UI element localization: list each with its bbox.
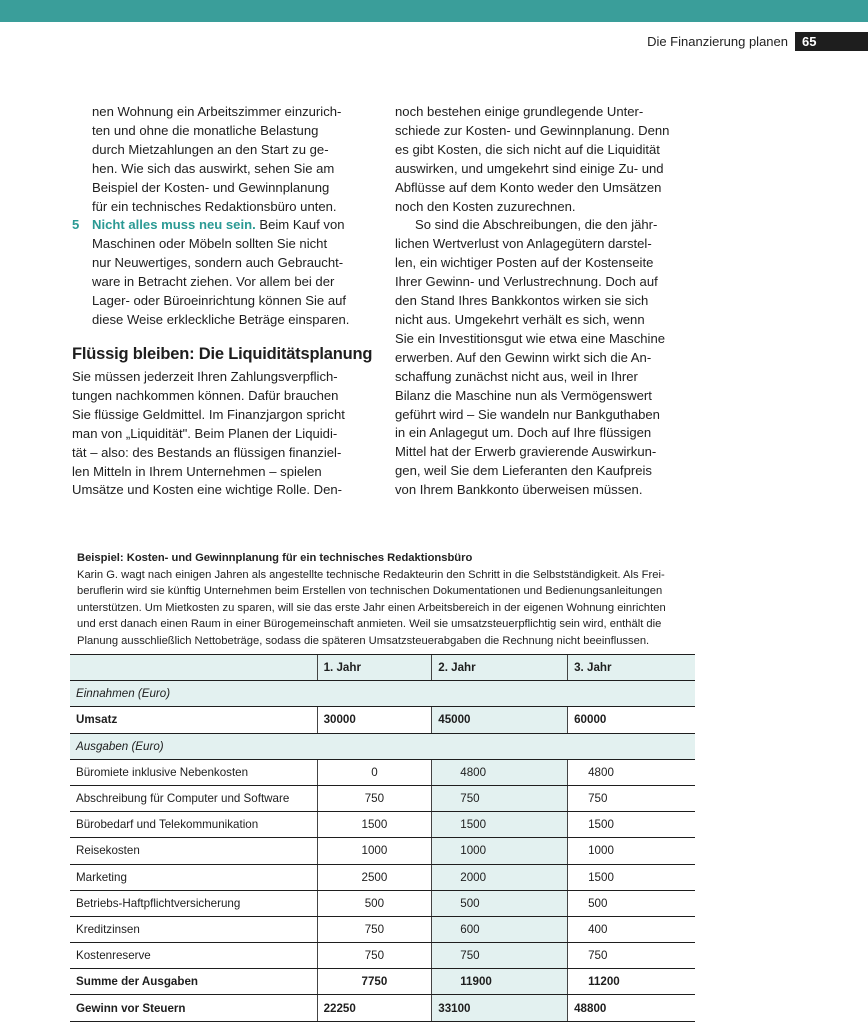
text-line: Ihrer Gewinn- und Verlustrechnung. Doch auf [395, 274, 658, 290]
row-label: Bürobedarf und Telekommunikation [70, 812, 317, 838]
left-column [72, 103, 374, 330]
text-line: tät – also: des Bestands an flüssigen finanziel- [72, 444, 342, 460]
header-cell-year-1: 1. Jahr [317, 655, 432, 681]
text-line: nur Neuwertiges, sondern auch Gebraucht- [92, 255, 344, 271]
text-line: Sie ein Investitionsgut wie etwa eine Maschine [395, 330, 666, 346]
row-label: Kreditzinsen [70, 916, 317, 942]
value-cell: 45000 [432, 707, 568, 733]
text-line: Lager- oder Büroeinrichtung können Sie auf [92, 293, 347, 309]
text-line: man von „Liquidität". Beim Planen der Liquidi- [72, 425, 338, 441]
value-cell: 750 [568, 785, 695, 811]
row-label: Abschreibung für Computer und Software [70, 785, 317, 811]
text-line: schaffung zunächst nicht aus, weil in Ihrer [395, 368, 638, 384]
text-line: von Ihrem Bankkonto überweisen müssen. [395, 482, 643, 498]
row-label: Kostenreserve [70, 943, 317, 969]
header-cell-year-3: 3. Jahr [568, 655, 695, 681]
row-label: Summe der Ausgaben [70, 969, 317, 995]
header-cell [70, 655, 317, 681]
section-label: Ausgaben (Euro) [70, 733, 695, 759]
value-cell: 500 [432, 890, 568, 916]
value-cell: 1000 [568, 838, 695, 864]
example-line: unterstützen. Um Mietkosten zu sparen, will sie das erste Jahr einen Arbeitsbereich in der eigenen Wohnung einrichten [77, 601, 666, 614]
text-line: Maschinen oder Möbeln sollten Sie nicht [92, 236, 328, 252]
value-cell: 1500 [568, 812, 695, 838]
header-cell-year-2: 2. Jahr [432, 655, 568, 681]
list-item-highlight: Nicht alles muss neu sein. [92, 217, 256, 233]
text-line: len, ein wichtiger Posten auf der Kostenseite [395, 255, 654, 271]
text-line: Beispiel der Kosten- und Gewinnplanung [92, 179, 330, 195]
value-cell: 600 [432, 916, 568, 942]
text-line: Umsätze und Kosten eine wichtige Rolle. Den- [72, 482, 343, 498]
table-row [70, 838, 695, 864]
value-cell: 750 [317, 943, 432, 969]
value-cell: 33100 [432, 995, 568, 1021]
table-row [70, 943, 695, 969]
top-accent-bar [0, 0, 868, 22]
row-label: Umsatz [70, 707, 317, 733]
value-cell: 0 [317, 759, 432, 785]
value-cell: 400 [568, 916, 695, 942]
row-label: Betriebs-Haftpflichtversicherung [70, 890, 317, 916]
example-line: beruflerin wird sie künftig Unternehmen beim Erstellen von technischen Dokumentationen und Bedienungsanleitungen [77, 585, 663, 597]
table-header-row [70, 655, 695, 681]
text-line: Bilanz die Maschine nun als Vermögenswert [395, 387, 652, 403]
value-cell: 1500 [317, 812, 432, 838]
text-line: für ein technisches Redaktionsbüro unten. [92, 198, 337, 214]
value-cell: 1500 [568, 864, 695, 890]
text-line: auswirken, und umgekehrt sind einige Zu- und [395, 160, 664, 176]
example-line: Planung ausschließlich Nettobeträge, sodass die späteren Umsatzsteuerabgaben die Rechnung nicht beeinflussen. [77, 634, 650, 647]
value-cell: 4800 [432, 759, 568, 785]
text-line: len Mitteln in Ihrem Unternehmen – spielen [72, 463, 322, 479]
text-line: schiede zur Kosten- und Gewinnplanung. Denn [395, 122, 670, 138]
value-cell: 2000 [432, 864, 568, 890]
table-section-row [70, 733, 695, 759]
value-cell: 60000 [568, 707, 695, 733]
running-header-title: Die Finanzierung planen [647, 34, 788, 49]
table-row [70, 759, 695, 785]
section-label: Einnahmen (Euro) [70, 681, 695, 707]
value-cell: 750 [317, 916, 432, 942]
text-line: nicht aus. Umgekehrt verhält es sich, wenn [395, 311, 645, 327]
list-item-text: Beim Kauf von [255, 217, 345, 233]
value-cell: 750 [432, 785, 568, 811]
example-box [77, 550, 693, 649]
text-line: durch Mietzahlungen an den Start zu ge- [92, 141, 329, 157]
paragraph-first-line [395, 216, 725, 235]
section-body [72, 368, 374, 500]
table-row [70, 864, 695, 890]
value-cell: 7750 [317, 969, 432, 995]
value-cell: 11200 [568, 969, 695, 995]
text-line: noch bestehen einige grundlegende Unter- [395, 104, 644, 119]
value-cell: 11900 [432, 969, 568, 995]
value-cell: 4800 [568, 759, 695, 785]
table-row-total-expenses [70, 969, 695, 995]
text-line: nen Wohnung ein Arbeitszimmer einzurich- [92, 104, 342, 119]
example-line: und erst danach einen Raum in einer Bürogemeinschaft anmieten. Weil sie umsatzsteuerpflichtig sein wird, enthält die [77, 618, 662, 630]
text-line: es gibt Kosten, die sich nicht auf die Liquidität [395, 141, 660, 157]
text-line: hen. Wie sich das auswirkt, sehen Sie am [92, 160, 335, 176]
value-cell: 2500 [317, 864, 432, 890]
text-line: Mittel hat der Erwerb gravierende Auswirkun- [395, 444, 657, 460]
text-line: geführt wird – Sie wandeln nur Bankguthaben [395, 406, 660, 422]
value-cell: 750 [432, 943, 568, 969]
section-heading: Flüssig bleiben: Die Liquiditätsplanung [72, 345, 373, 363]
text-line: noch den Kosten zuzurechnen. [395, 198, 576, 214]
value-cell: 22250 [317, 995, 432, 1021]
page-number: 65 [795, 32, 868, 51]
value-cell: 500 [568, 890, 695, 916]
row-label: Gewinn vor Steuern [70, 995, 317, 1021]
value-cell: 750 [317, 785, 432, 811]
value-cell: 750 [568, 943, 695, 969]
table-row [70, 890, 695, 916]
table-row [70, 916, 695, 942]
table-row [70, 812, 695, 838]
value-cell: 1000 [317, 838, 432, 864]
text-line: Sie müssen jederzeit Ihren Zahlungsverpflich- [72, 369, 338, 384]
row-label: Marketing [70, 864, 317, 890]
example-title: Beispiel: Kosten- und Gewinnplanung für ein technisches Redaktionsbüro [77, 552, 473, 564]
table-row [70, 707, 695, 733]
plan-table [70, 654, 695, 1022]
table-row [70, 785, 695, 811]
list-number: 5 [72, 217, 80, 233]
text-line: Abflüsse auf dem Konto weder den Umsätzen [395, 179, 662, 195]
value-cell: 1500 [432, 812, 568, 838]
row-label: Reisekosten [70, 838, 317, 864]
right-column [395, 103, 725, 500]
text-line: den Stand Ihres Bankkontos wirken sie sich [395, 293, 649, 309]
value-cell: 1000 [432, 838, 568, 864]
text-line: lichen Wertverlust von Anlagegütern darstel- [395, 236, 652, 252]
text-line: diese Weise erkleckliche Beträge einsparen. [92, 311, 350, 327]
value-cell: 48800 [568, 995, 695, 1021]
text-line: ware in Betracht ziehen. Vor allem bei der [92, 274, 335, 290]
text-line: ten und ohne die monatliche Belastung [92, 122, 319, 138]
value-cell: 30000 [317, 707, 432, 733]
table-section-row [70, 681, 695, 707]
example-line: Karin G. wagt nach einigen Jahren als angestellte technische Redakteurin den Schritt in die Selbstständigkeit. Als Frei- [77, 568, 665, 581]
text-line: So sind die Abschreibungen, die den jähr- [415, 217, 658, 233]
list-item-5-first-line [72, 216, 374, 235]
text-line: tungen nachkommen können. Dafür brauchen [72, 387, 339, 403]
value-cell: 500 [317, 890, 432, 916]
text-line: in ein Anlagegut um. Doch auf Ihre flüssigen [395, 425, 652, 441]
row-label: Büromiete inklusive Nebenkosten [70, 759, 317, 785]
text-line: gen, weil Sie dem Lieferanten den Kaufpreis [395, 463, 652, 479]
table-row-profit [70, 995, 695, 1021]
text-line: Sie flüssige Geldmittel. Im Finanzjargon spricht [72, 406, 345, 422]
text-line: erwerben. Auf den Gewinn wirkt sich die An- [395, 349, 652, 365]
